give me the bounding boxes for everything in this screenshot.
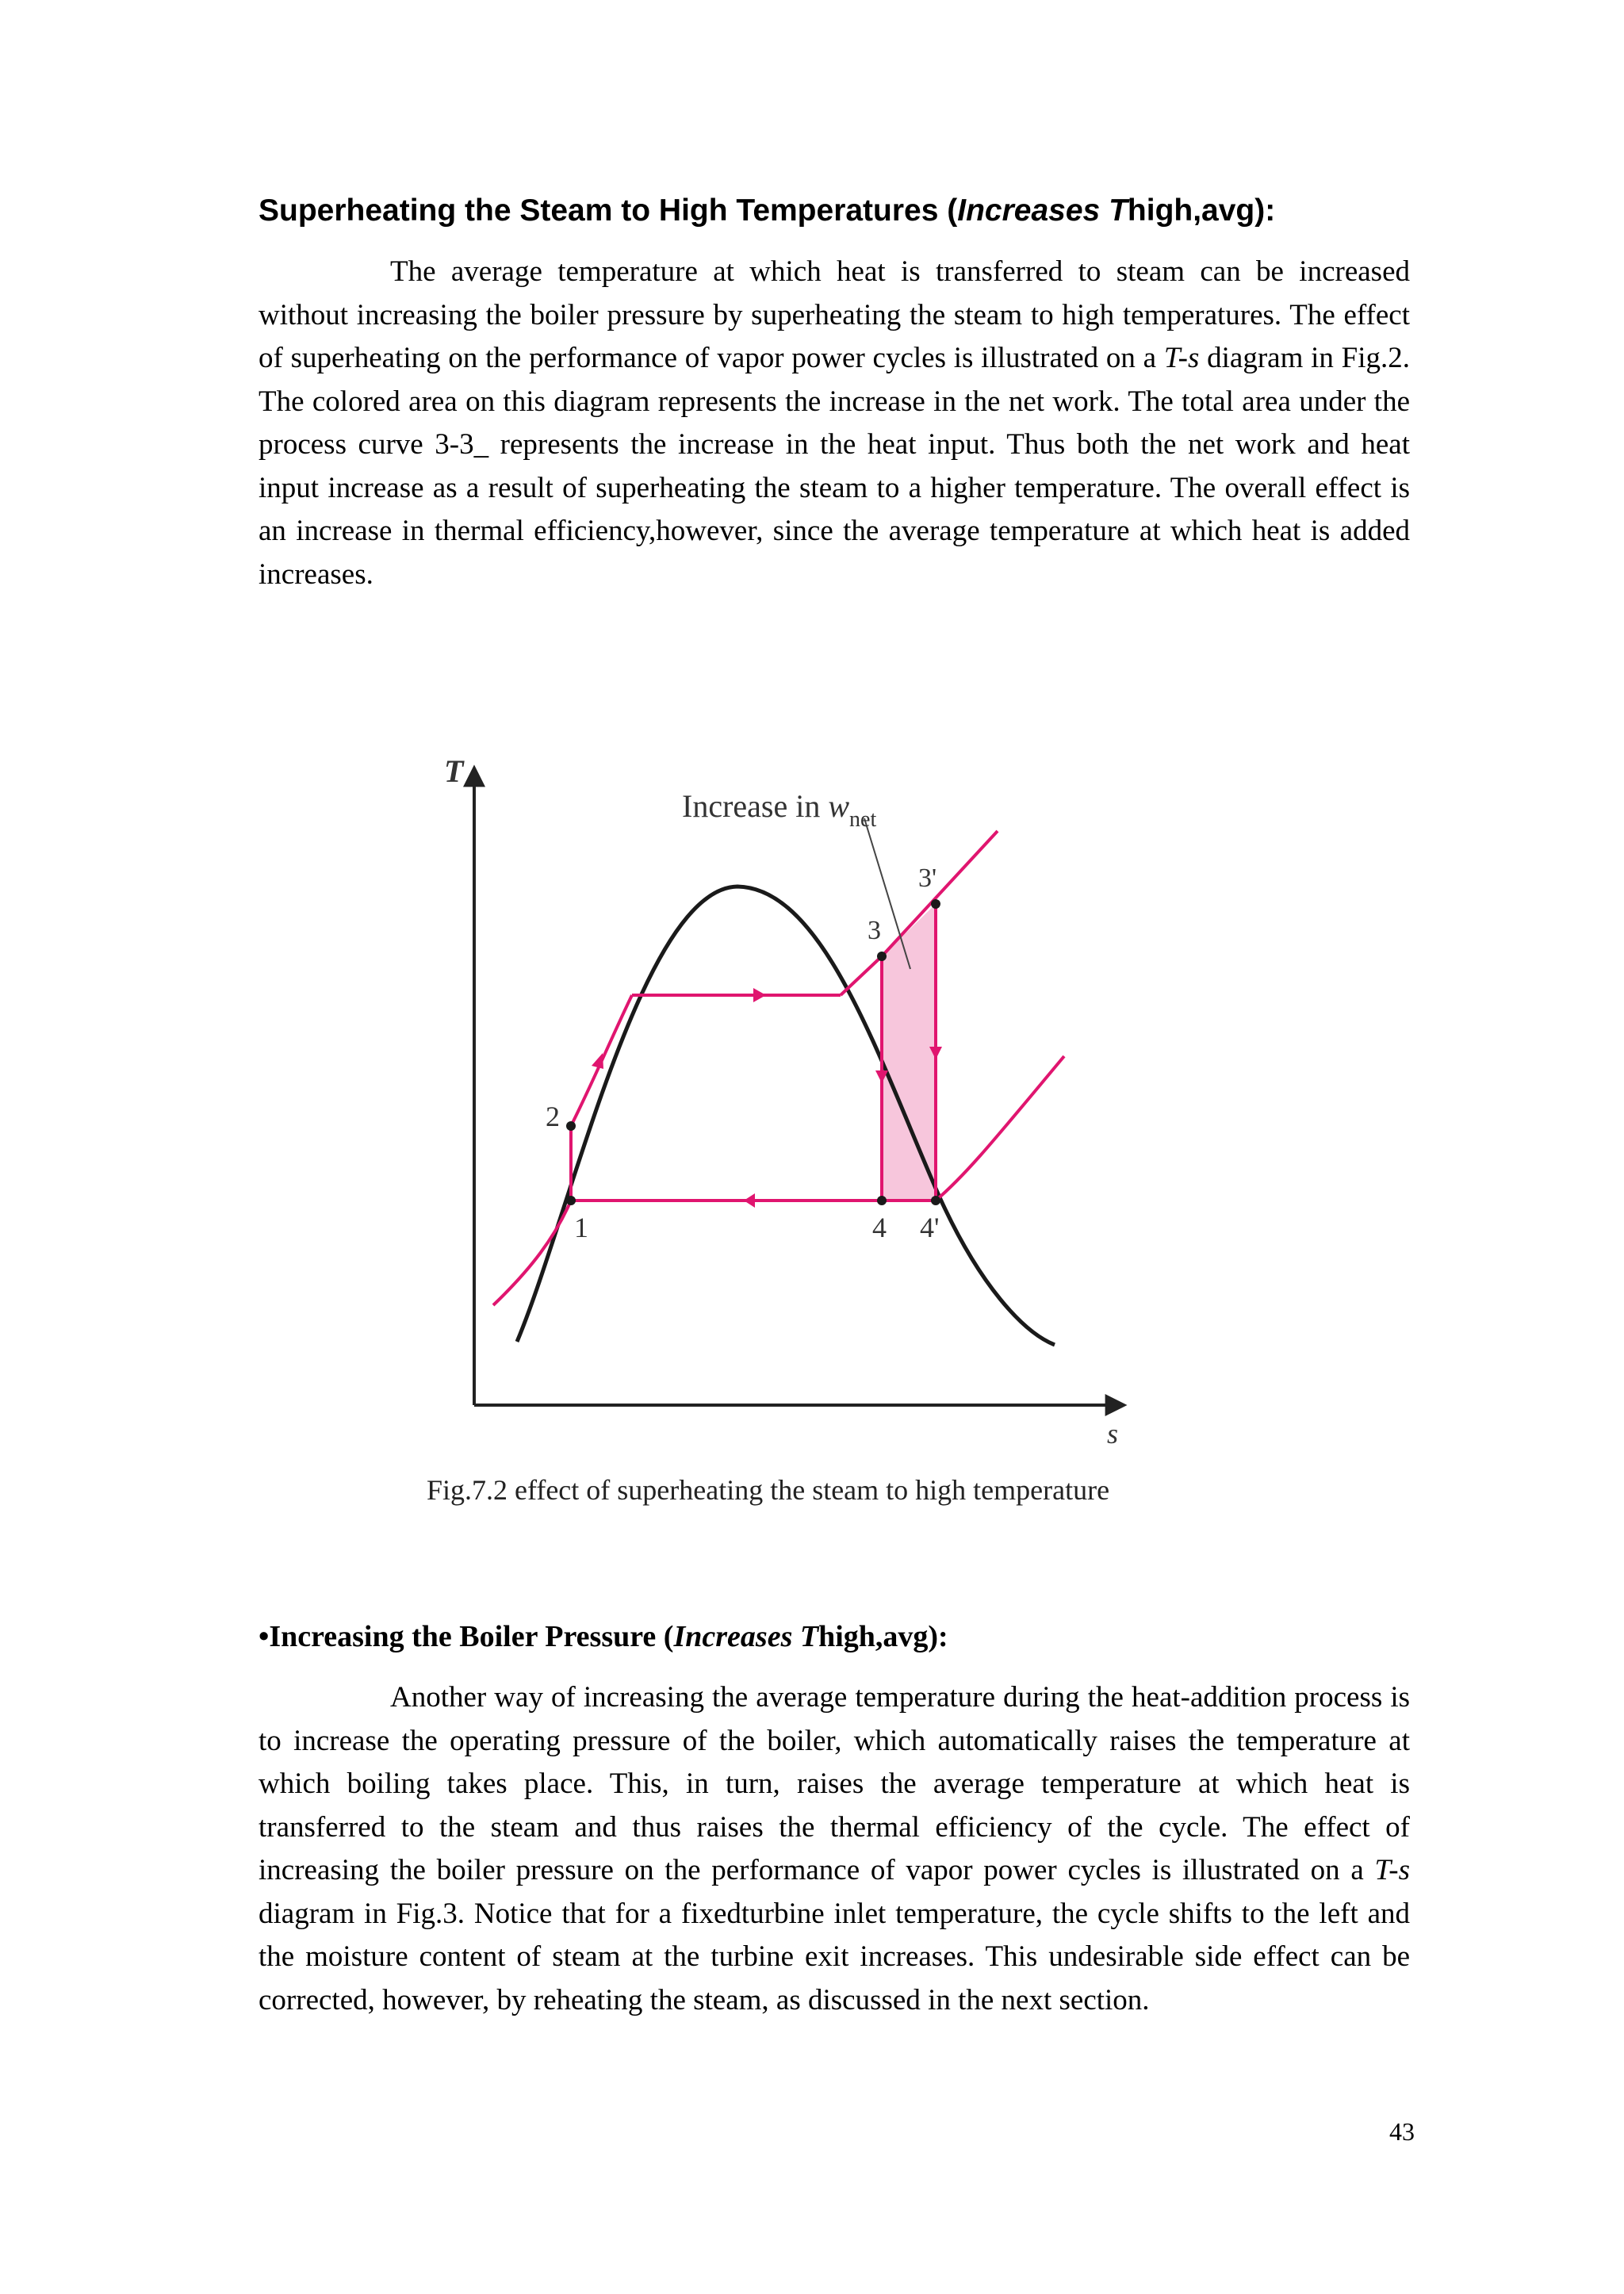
state-dot-4prime <box>931 1196 940 1205</box>
state-label-1: 1 <box>574 1212 588 1243</box>
arrow-boiling <box>753 988 766 1002</box>
annotation-increase-wnet: Increase in $w_{net}$ <box>682 788 877 832</box>
paragraph-superheating <box>259 251 1410 596</box>
state-label-4prime: 4' <box>920 1212 940 1243</box>
heading-italic-text: Increases T <box>957 193 1128 228</box>
heading-text-rest: high,avg): <box>818 1620 948 1653</box>
superheat-line-3 <box>841 956 882 995</box>
heading-italic-text: Increases T <box>673 1620 819 1653</box>
figure-caption: Fig.7.2 effect of superheating the steam to high temperature <box>427 1474 1110 1506</box>
state-dot-3prime <box>931 899 940 909</box>
page-number: 43 <box>1389 2117 1415 2146</box>
x-axis-label: s <box>1107 1418 1119 1450</box>
state-label-2: 2 <box>546 1101 560 1132</box>
heading-text: Superheating the Steam to High Temperatures ( <box>259 193 958 228</box>
section-heading-boiler-pressure <box>259 1619 948 1654</box>
paragraph-text-rest: diagram in Fig.3. Notice that for a fixedturbine inlet temperature, the cycle shifts to the left and the moisture content of steam at the turbine exit increases. This undesirable side effect can be corrected, however, by reheating the steam, as discussed in the next section. <box>259 1897 1410 2016</box>
isobar-low-right <box>936 1056 1064 1201</box>
state-dot-4 <box>877 1196 887 1205</box>
paragraph-text: The average temperature at which heat is transferred to steam can be increased without increasing the boiler pressure by superheating the steam to high temperatures. The effect of superheating on the performance of vapor power cycles is illustrated on a <box>259 255 1410 374</box>
ts-diagram <box>412 745 1166 1522</box>
state-label-3: 3 <box>868 916 881 945</box>
annotation-pointer <box>864 818 910 969</box>
arrow-heating <box>592 1053 603 1069</box>
arrow-condense <box>744 1193 755 1208</box>
paragraph-text: Another way of increasing the average temperature during the heat-addition process is to increase the operating pressure of the boiler, which automatically raises the temperature at which boiling takes place. This, in turn, raises the average temperature at which heat is transferred to the steam and thus raises the thermal efficiency of the cycle. The effect of increasing the boiler pressure on the performance of vapor power cycles is illustrated on a <box>259 1681 1410 1886</box>
paragraph-text-rest: diagram in Fig.2. The colored area on this diagram represents the increase in the net work. The total area under the process curve 3-3_ represents the increase in the heat input. Thus both the net work and heat input increase as a result of superheating the steam to a higher temperature. The overall effect is an increase in thermal efficiency,however, since the average temperature at which heat is added increases. <box>259 342 1410 591</box>
heading-text: Increasing the Boiler Pressure ( <box>269 1620 674 1653</box>
section-heading-superheating <box>259 193 1275 228</box>
ts-italic: T-s <box>1374 1854 1410 1886</box>
saturation-dome <box>517 887 1055 1345</box>
superheat-line-3prime <box>882 831 998 956</box>
bullet: • <box>259 1620 270 1653</box>
paragraph-boiler-pressure <box>259 1676 1410 2022</box>
state-dot-2 <box>566 1121 576 1131</box>
state-label-4: 4 <box>872 1212 887 1243</box>
state-dot-3 <box>877 952 887 961</box>
state-dot-1 <box>566 1196 576 1205</box>
y-axis-label: T <box>444 753 464 789</box>
state-label-3prime: 3' <box>918 864 937 893</box>
ts-italic: T-s <box>1163 342 1200 374</box>
heading-text-rest: high,avg): <box>1127 193 1276 228</box>
